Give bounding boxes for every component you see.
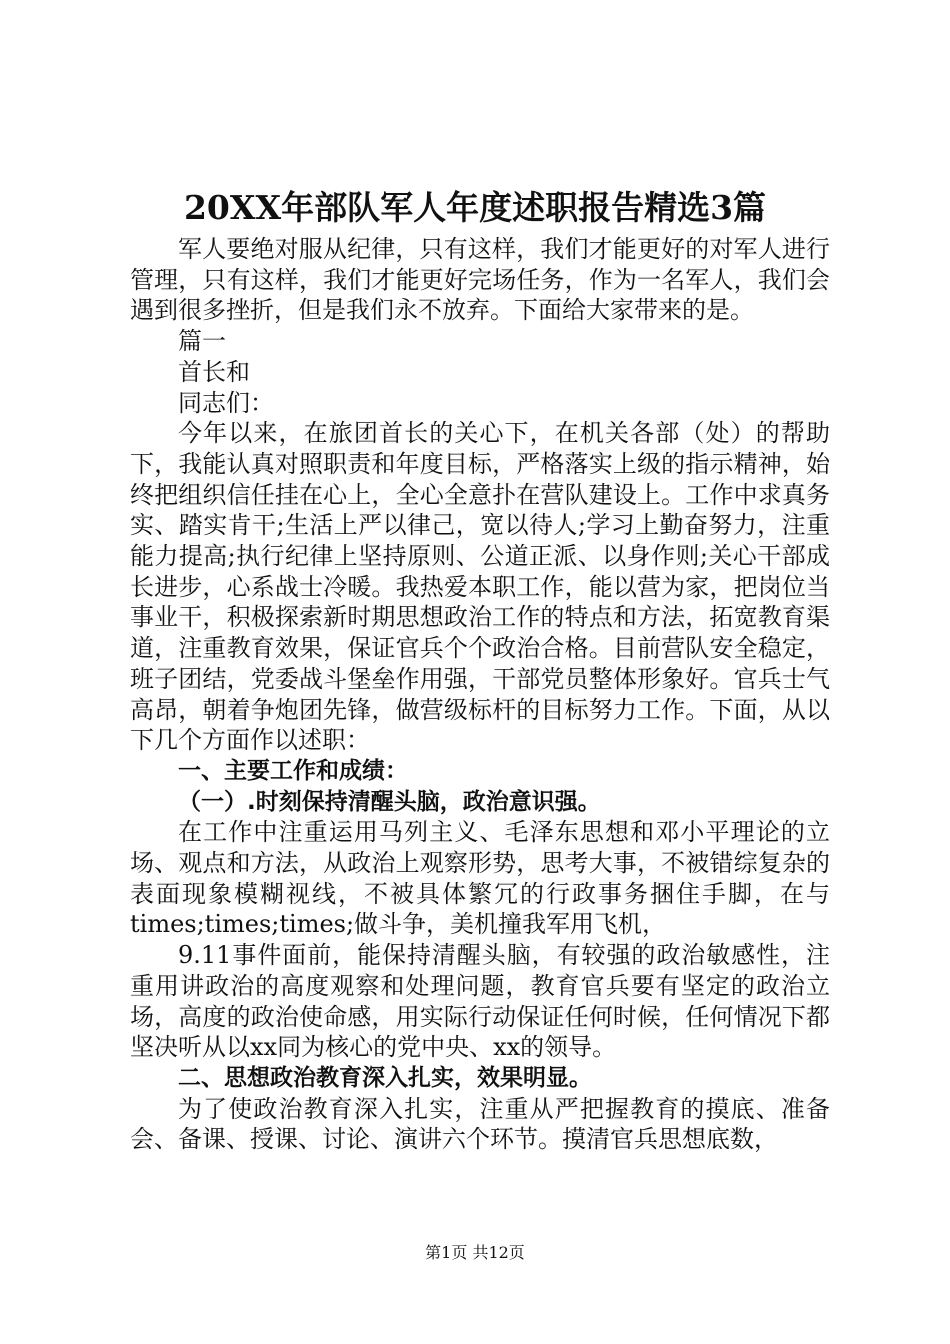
body-paragraph: 今年以来，在旅团首长的关心下，在机关各部（处）的帮助下，我能认真对照职责和年度目标，严格落实上级的指示精神，始终把组织信任挂在心上，全心全意扑在营队建设上。工作中求真务实、踏实肯干;生活上严以律己，宽以待人;学习上勤奋努力，注重能力提高;执行纪律上坚持原则、公道正派、以身作则;关心干部成长进步，心系战士冷暖。我热爱本职工作，能以营为家，把岗位当事业干，积极探索新时期思想政治工作的特点和方法，拓宽教育渠道，注重教育效果，保证官兵个个政治合格。目前营队安全稳定，班子团结，党委战斗堡垒作用强，干部党员整体形象好。官兵士气高昂，朝着争炮团先锋，做营级标杆的目标努力工作。下面，从以下几个方面作以述职： <box>130 419 830 755</box>
page-number-footer: 第1页 共12页 <box>425 1243 525 1262</box>
section-heading: 一、主要工作和成绩： <box>178 757 408 784</box>
subsection-heading: （一）.时刻保持清醒头脑，政治意识强。 <box>178 788 601 815</box>
intro-paragraph: 军人要绝对服从纪律，只有这样，我们才能更好的对军人进行管理，只有这样，我们才能更好完场任务，作为一名军人，我们会遇到很多挫折，但是我们永不放弃。下面给大家带来的是。 <box>130 235 830 325</box>
body-paragraph: 9.11事件面前，能保持清醒头脑，有较强的政治敏感性，注重用讲政治的高度观察和处理问题，教育官兵要有坚定的政治立场，高度的政治使命感，用实际行动保证任何时候，任何情况下都坚决听从以xx同为核心的党中央、xx的领导。 <box>130 941 830 1062</box>
document-title: 20XX年部队军人年度述职报告精选3篇 <box>183 188 767 227</box>
section-label: 篇一 <box>178 327 226 356</box>
body-paragraph: 在工作中注重运用马列主义、毛泽东思想和邓小平理论的立场、观点和方法，从政治上观察形势，思考大事，不被错综复杂的表面现象模糊视线，不被具体繁冗的行政事务捆住手脚，在与times;times;times;做斗争，美机撞我军用飞机， <box>130 818 830 939</box>
document-body <box>130 234 830 1155</box>
section-heading: 二、思想政治教育深入扎实，效果明显。 <box>178 1064 592 1091</box>
salutation-line-2: 同志们： <box>178 388 274 417</box>
body-paragraph: 为了使政治教育深入扎实，注重从严把握教育的摸底、准备会、备课、授课、讨论、演讲六个环节。摸清官兵思想底数， <box>130 1094 830 1154</box>
salutation-line-1: 首长和 <box>178 357 250 386</box>
